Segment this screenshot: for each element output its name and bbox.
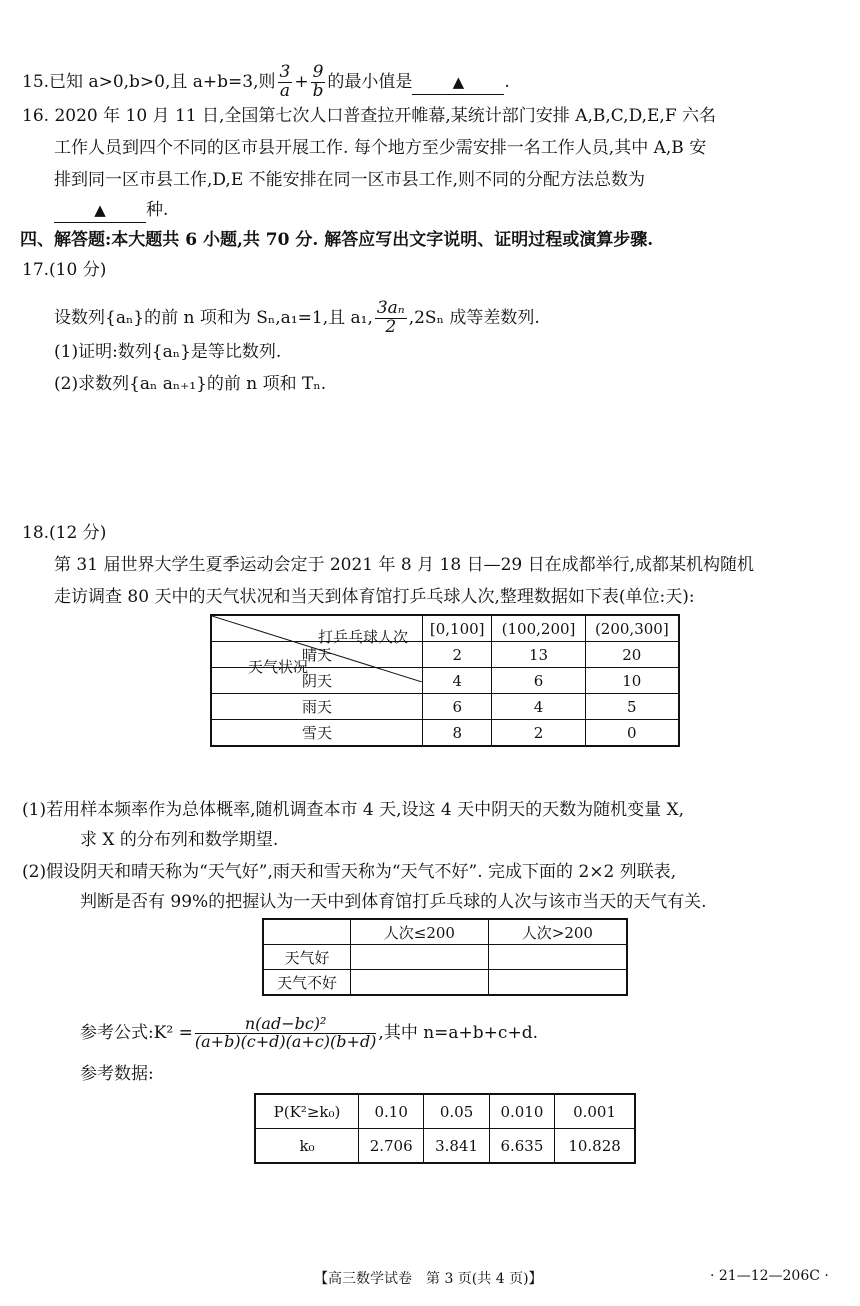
q18-part-1-line-2: 求 X 的分布列和数学期望. bbox=[80, 830, 279, 850]
table-row: 天气不好 bbox=[263, 970, 627, 996]
answer-blank bbox=[54, 201, 146, 223]
answer-blank bbox=[412, 72, 504, 95]
critical-value-table bbox=[254, 1093, 636, 1164]
col-header: (200,300] bbox=[585, 615, 679, 642]
contingency-table bbox=[262, 918, 628, 996]
q17-header: 17.(10 分) bbox=[22, 260, 107, 280]
weather-table bbox=[210, 614, 680, 747]
q17-part-2: (2)求数列{aₙ aₙ₊₁}的前 n 项和 Tₙ. bbox=[54, 374, 327, 394]
formula-fraction: $\frac{\text{n(ad−bc)²}}{(a+b)(c+d)(a+c)(b+d)}$ bbox=[194, 1014, 377, 1051]
question-15: 15.已知 a>0,b>0,且 a+b=3,则 $\frac{3}{a}$ + $\frac{9}{b}$ 的最小值是 ▲ . bbox=[22, 62, 510, 101]
q17-part-1: (1)证明:数列{aₙ}是等比数列. bbox=[54, 342, 282, 362]
table-row: 晴天 2 13 20 bbox=[211, 642, 679, 668]
q16-line-2: 工作人员到四个不同的区市县开展工作. 每个地方至少需安排一名工作人员,其中 A,B 安 bbox=[54, 138, 707, 158]
diagonal-header-cell: 打乒乓球人次 天气状况 bbox=[211, 615, 423, 642]
reference-data-label: 参考数据: bbox=[80, 1064, 154, 1084]
table-row: 雨天 6 4 5 bbox=[211, 694, 679, 720]
q18-part-1-line-1: (1)若用样本频率作为总体概率,随机调查本市 4 天,设这 4 天中阴天的天数为随机变量 X, bbox=[22, 800, 685, 820]
section-heading: 四、解答题:本大题共 6 小题,共 70 分. 解答应写出文字说明、证明过程或演算步骤. bbox=[20, 230, 654, 250]
q15-fraction-2: $\frac{9}{b}$ bbox=[312, 62, 324, 101]
table-row: k₀ 2.706 3.841 6.635 10.828 bbox=[255, 1129, 635, 1164]
table-row: 天气好 bbox=[263, 945, 627, 970]
q18-stem-2: 走访调查 80 天中的天气状况和当天到体育馆打乒乓球人次,整理数据如下表(单位:天): bbox=[54, 587, 695, 607]
table-row: 雪天 8 2 0 bbox=[211, 720, 679, 747]
q15-text: 15.已知 a>0,b>0,且 a+b=3,则 bbox=[22, 71, 276, 92]
triangle-icon: ▲ bbox=[94, 201, 106, 219]
table-row: P(K²≥k₀) 0.10 0.05 0.010 0.001 bbox=[255, 1094, 635, 1129]
table-row: 阴天 4 6 10 bbox=[211, 668, 679, 694]
doc-code: · 21—12—206C · bbox=[710, 1268, 829, 1284]
col-header: 人次>200 bbox=[488, 919, 627, 945]
q15-fraction-1: $\frac{3}{a}$ bbox=[279, 62, 291, 101]
q16-line-4: ▲ 种. bbox=[54, 202, 168, 221]
col-header: 人次≤200 bbox=[351, 919, 489, 945]
q18-header: 18.(12 分) bbox=[22, 523, 107, 543]
page-footer: 【高三数学试卷 第 3 页(共 4 页)】 bbox=[314, 1271, 543, 1287]
q18-part-2-line-1: (2)假设阴天和晴天称为“天气好”,雨天和雪天称为“天气不好”. 完成下面的 2×2 列联表, bbox=[22, 862, 677, 882]
q16-line-3: 排到同一区市县工作,D,E 不能安排在同一区市县工作,则不同的分配方法总数为 bbox=[54, 170, 646, 190]
q18-stem-1: 第 31 届世界大学生夏季运动会定于 2021 年 8 月 18 日—29 日在成都举行,成都某机构随机 bbox=[54, 555, 755, 575]
q17-stem: 设数列{aₙ}的前 n 项和为 Sₙ,a₁=1,且 a₁, $\frac{\text{3aₙ}}{2}$ ,2Sₙ 成等差数列. bbox=[54, 298, 540, 337]
reference-formula: 参考公式:K² = $\frac{\text{n(ad−bc)²}}{(a+b)(c+d)(a+c)(b+d)}$ ,其中 n=a+b+c+d. bbox=[80, 1014, 538, 1051]
q18-part-2-line-2: 判断是否有 99%的把握认为一天中到体育馆打乒乓球的人次与该市当天的天气有关. bbox=[80, 892, 707, 912]
triangle-icon: ▲ bbox=[452, 72, 465, 91]
col-header: (100,200] bbox=[492, 615, 585, 642]
col-header: [0,100] bbox=[423, 615, 492, 642]
q16-line-1: 16. 2020 年 10 月 11 日,全国第七次人口普查拉开帷幕,某统计部门安排 A,B,C,D,E,F 六名 bbox=[22, 106, 717, 126]
q17-fraction: $\frac{\text{3aₙ}}{2}$ bbox=[376, 298, 405, 337]
